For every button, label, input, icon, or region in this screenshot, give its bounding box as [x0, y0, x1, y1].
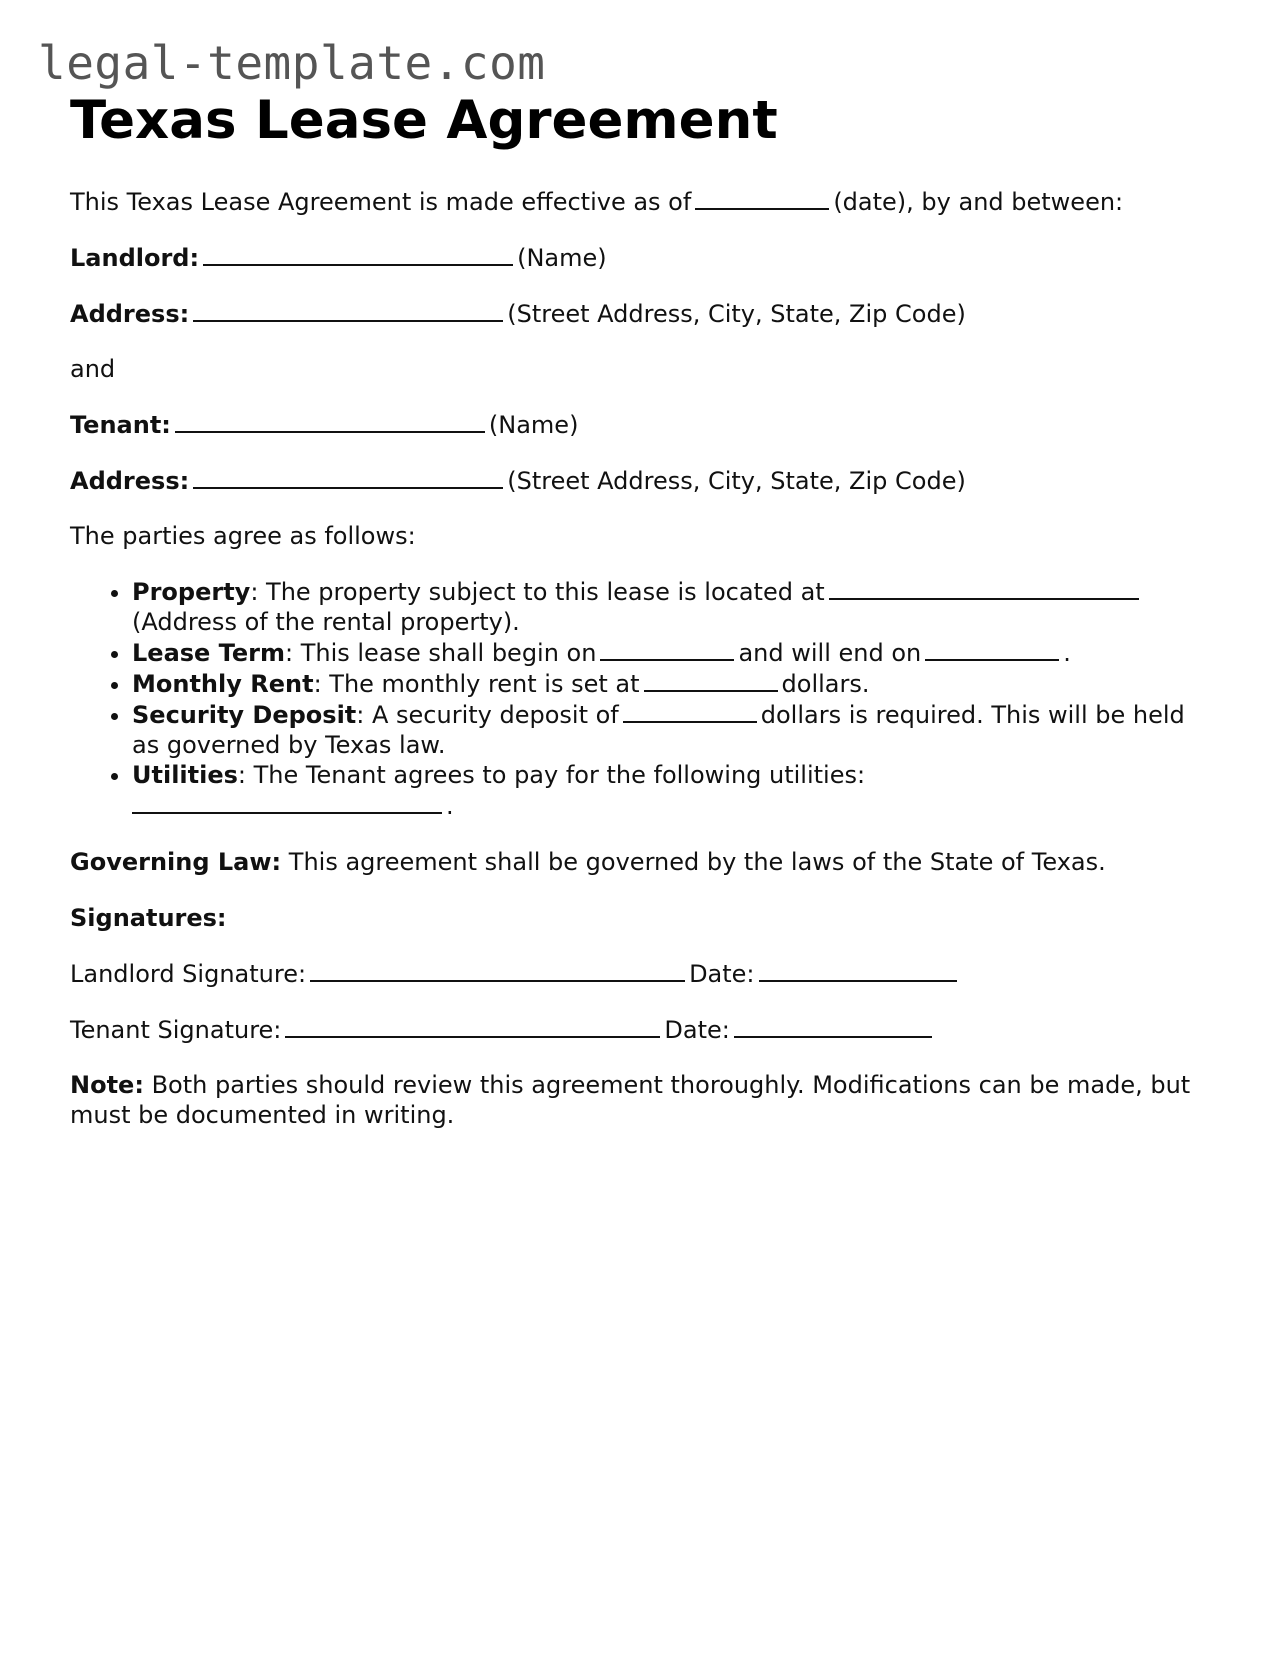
note-text: Both parties should review this agreement thoroughly. Modifications can be made, but must be documented in writing. — [70, 1071, 1191, 1129]
note-label: Note: — [70, 1071, 144, 1099]
term-security-deposit-tail: dollars is required. This will be held as governed by Texas law. — [132, 701, 1185, 759]
intro-tail: (date), by and between: — [833, 188, 1124, 216]
term-property-text: : The property subject to this lease is located at — [250, 578, 825, 606]
note-paragraph — [70, 1070, 1210, 1130]
tenant-signature-label: Tenant Signature: — [70, 1016, 282, 1044]
intro-paragraph — [70, 186, 1210, 217]
term-security-deposit-text: : A security deposit of — [356, 701, 619, 729]
signatures-heading: Signatures: — [70, 904, 227, 932]
term-utilities-label: Utilities — [132, 761, 238, 789]
term-lease-term-text: : This lease shall begin on — [285, 639, 597, 667]
tenant-hint: (Name) — [488, 411, 579, 439]
tenant-signature-blank[interactable] — [285, 1014, 660, 1038]
utilities-blank[interactable] — [132, 790, 442, 814]
term-monthly-rent-tail: dollars. — [781, 670, 870, 698]
lease-start-blank[interactable] — [600, 637, 734, 661]
landlord-address-label: Address: — [70, 300, 190, 328]
tenant-line — [70, 409, 1210, 440]
intro-text: This Texas Lease Agreement is made effective as of — [70, 188, 692, 216]
landlord-line — [70, 242, 1210, 273]
landlord-hint: (Name) — [517, 244, 607, 272]
term-security-deposit — [132, 699, 1210, 760]
monthly-rent-blank[interactable] — [644, 668, 778, 692]
tenant-address-line — [70, 465, 1210, 496]
landlord-address-blank[interactable] — [193, 298, 503, 322]
term-property — [132, 576, 1210, 637]
term-lease-term — [132, 637, 1210, 668]
tenant-address-blank[interactable] — [193, 465, 503, 489]
landlord-address-hint: (Street Address, City, State, Zip Code) — [507, 300, 966, 328]
lease-document — [70, 90, 1210, 1130]
and-text: and — [70, 355, 116, 383]
term-monthly-rent-label: Monthly Rent — [132, 670, 314, 698]
landlord-signature-date-label: Date: — [689, 960, 755, 988]
tenant-address-label: Address: — [70, 467, 190, 495]
tenant-address-hint: (Street Address, City, State, Zip Code) — [507, 467, 966, 495]
governing-law-text: This agreement shall be governed by the laws of the State of Texas. — [288, 848, 1106, 876]
effective-date-blank[interactable] — [695, 186, 829, 210]
landlord-signature-blank[interactable] — [310, 958, 685, 982]
tenant-name-blank[interactable] — [175, 409, 485, 433]
landlord-label: Landlord: — [70, 244, 200, 272]
term-property-tail: (Address of the rental property). — [132, 608, 520, 636]
term-property-label: Property — [132, 578, 251, 606]
landlord-address-line — [70, 298, 1210, 329]
page-title: Texas Lease Agreement — [70, 90, 778, 151]
governing-law-line — [70, 847, 1210, 877]
terms-list — [70, 576, 1210, 821]
landlord-signature-date-blank[interactable] — [759, 958, 957, 982]
site-watermark: legal-template.com — [38, 36, 546, 90]
property-address-blank[interactable] — [829, 576, 1139, 600]
term-lease-term-tail: . — [1063, 639, 1071, 667]
lease-end-blank[interactable] — [925, 637, 1059, 661]
term-lease-term-mid: and will end on — [738, 639, 922, 667]
landlord-signature-label: Landlord Signature: — [70, 960, 307, 988]
tenant-signature-line — [70, 1014, 1210, 1045]
security-deposit-blank[interactable] — [623, 699, 757, 723]
tenant-label: Tenant: — [70, 411, 171, 439]
governing-law-label: Governing Law: — [70, 848, 282, 876]
term-utilities-text: : The Tenant agrees to pay for the following utilities: — [237, 761, 866, 789]
term-utilities — [132, 760, 1210, 821]
term-monthly-rent-text: : The monthly rent is set at — [313, 670, 640, 698]
tenant-signature-date-label: Date: — [664, 1016, 730, 1044]
tenant-signature-date-blank[interactable] — [734, 1014, 932, 1038]
landlord-signature-line — [70, 958, 1210, 989]
term-security-deposit-label: Security Deposit — [132, 701, 357, 729]
term-monthly-rent — [132, 668, 1210, 699]
term-lease-term-label: Lease Term — [132, 639, 285, 667]
landlord-name-blank[interactable] — [203, 242, 513, 266]
parties-agree-text: The parties agree as follows: — [70, 522, 416, 550]
term-utilities-tail: . — [446, 792, 454, 820]
